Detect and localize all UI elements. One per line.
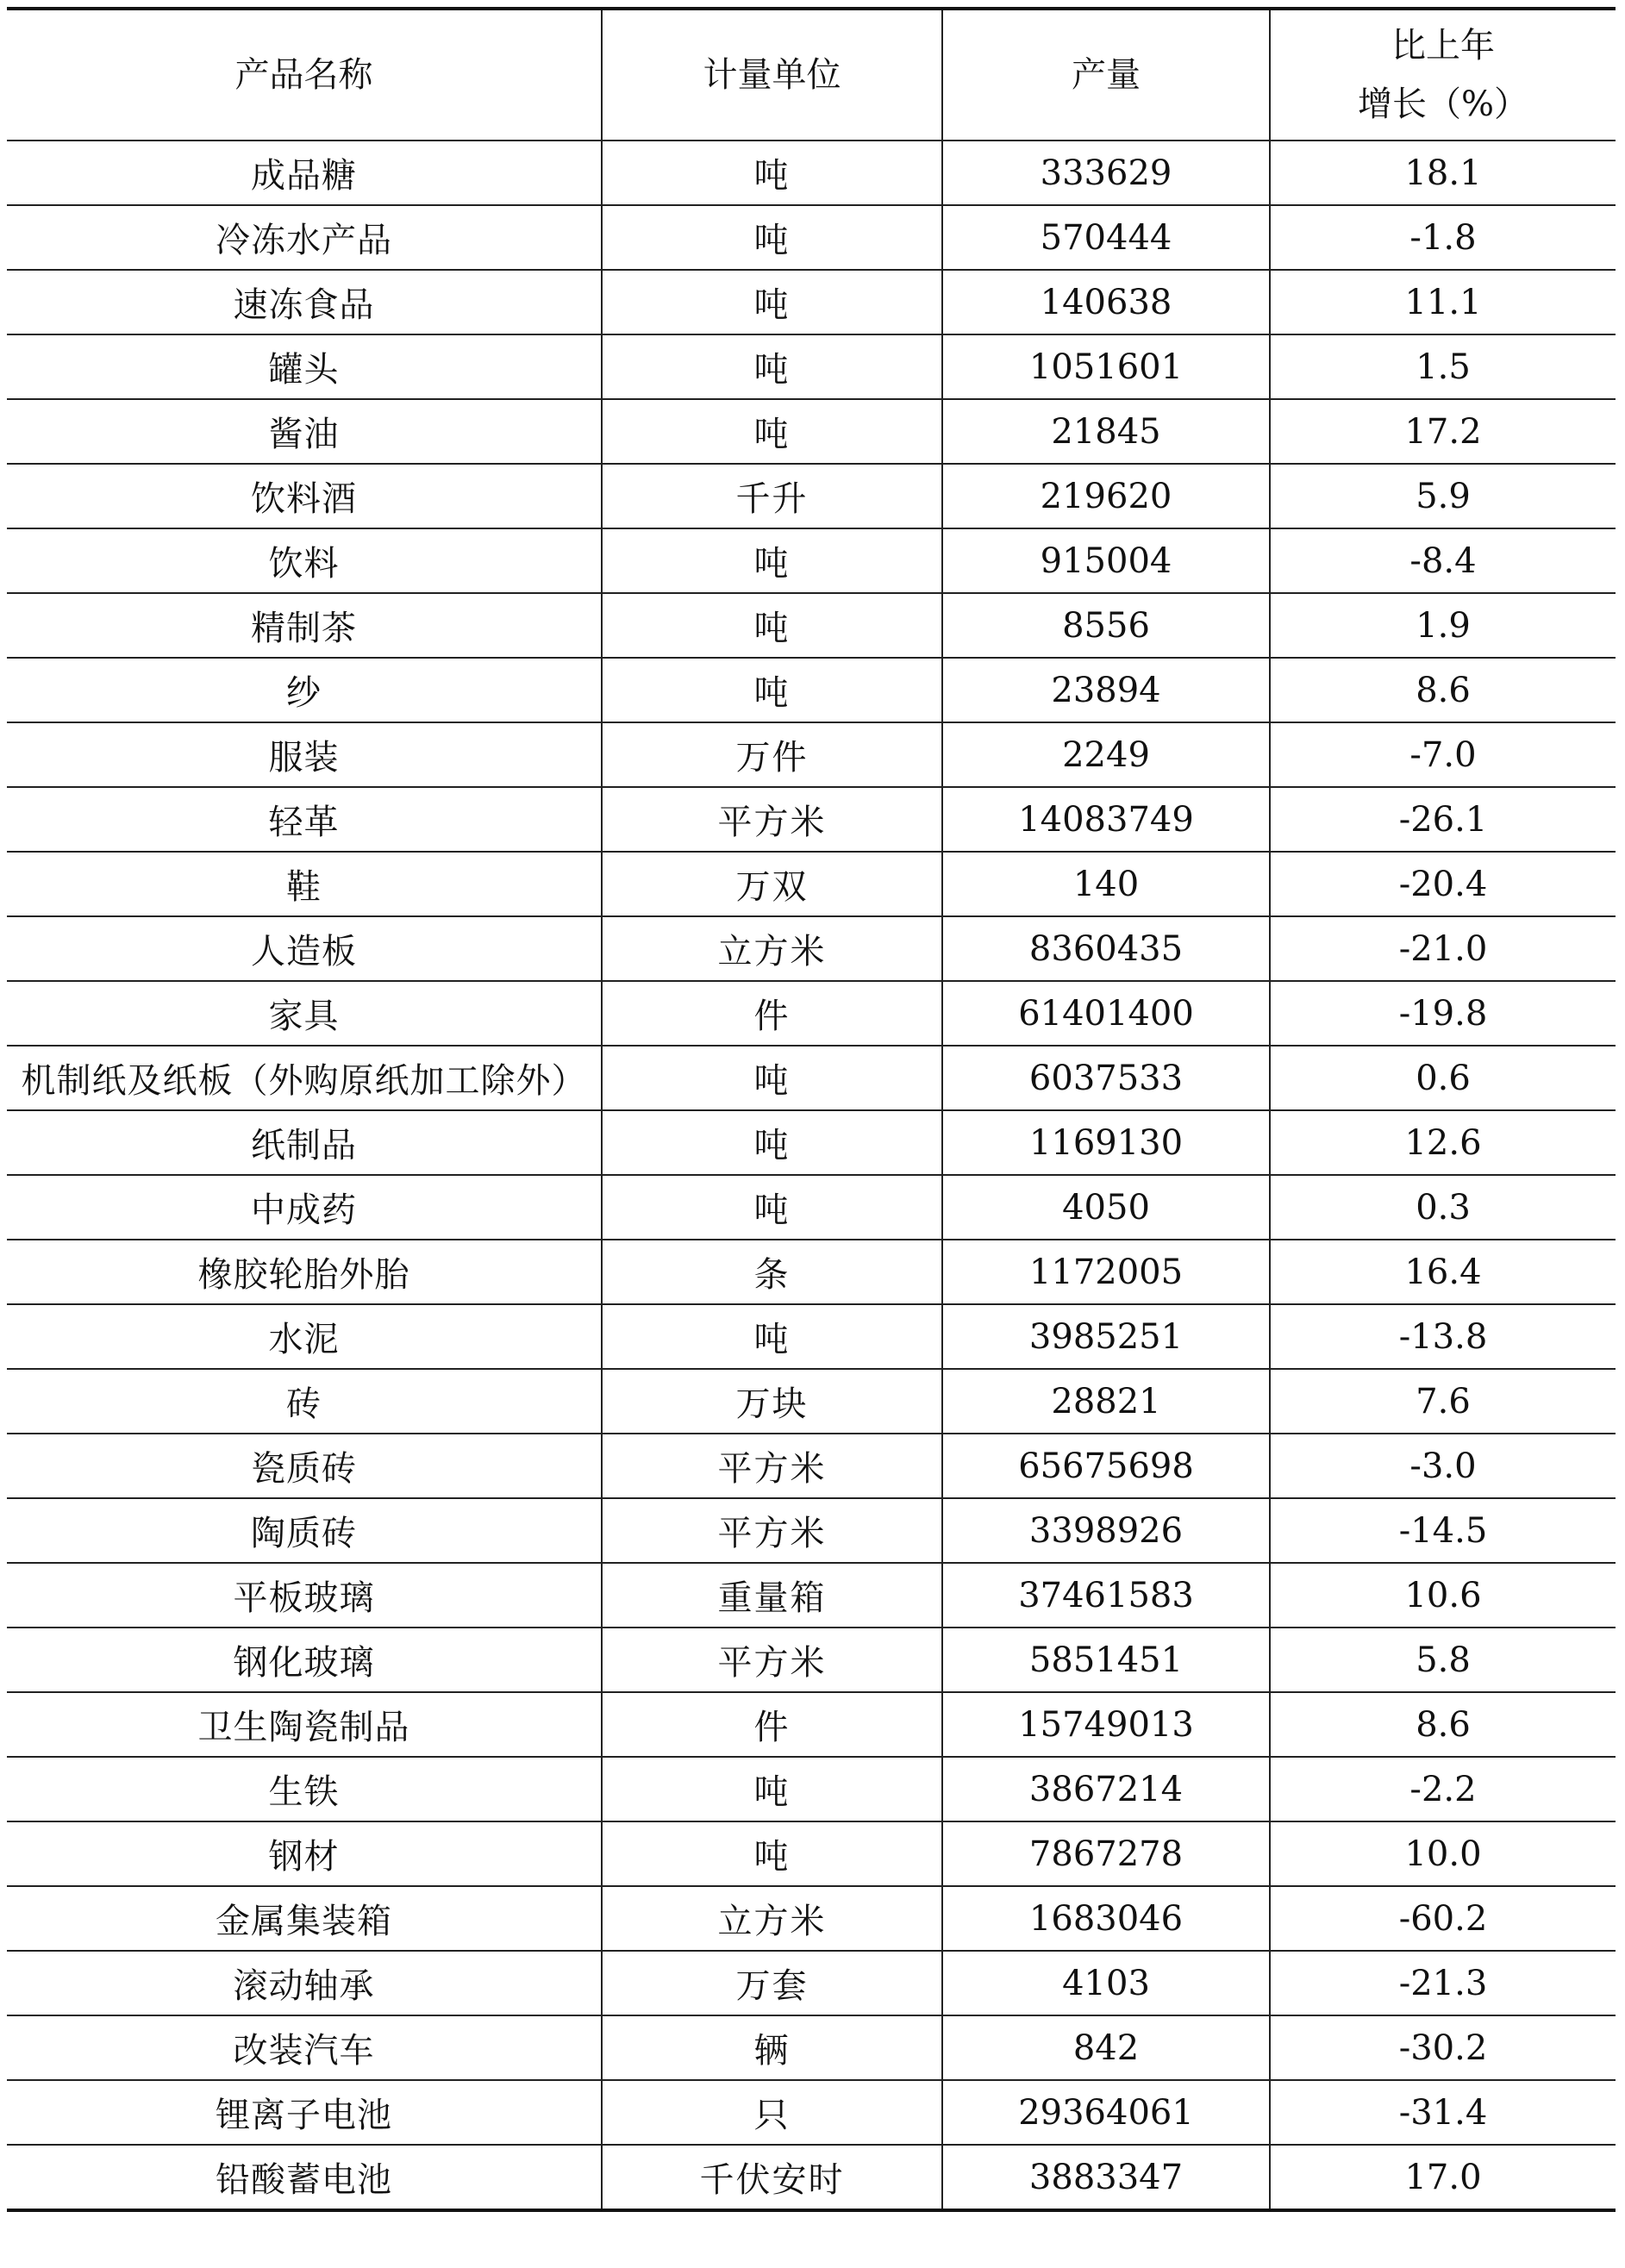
product-name-cell: 金属集装箱 xyxy=(7,1886,602,1951)
growth-cell: -14.5 xyxy=(1270,1498,1616,1563)
unit-cell: 千伏安时 xyxy=(602,2145,942,2210)
output-cell: 28821 xyxy=(942,1369,1270,1434)
output-cell: 140638 xyxy=(942,270,1270,334)
growth-cell: 8.6 xyxy=(1270,1692,1616,1757)
table-row xyxy=(7,1240,1616,1304)
unit-cell: 吨 xyxy=(602,593,942,658)
growth-cell: 16.4 xyxy=(1270,1240,1616,1304)
growth-cell: 12.6 xyxy=(1270,1110,1616,1175)
table-row xyxy=(7,1369,1616,1434)
product-name-cell: 钢材 xyxy=(7,1821,602,1886)
product-name-cell: 酱油 xyxy=(7,399,602,464)
product-name-cell: 罐头 xyxy=(7,334,602,399)
output-cell: 5851451 xyxy=(942,1628,1270,1692)
unit-cell: 千升 xyxy=(602,464,942,528)
growth-cell: -60.2 xyxy=(1270,1886,1616,1951)
unit-cell: 万件 xyxy=(602,722,942,787)
unit-cell: 吨 xyxy=(602,334,942,399)
growth-cell: -3.0 xyxy=(1270,1434,1616,1498)
unit-cell: 万双 xyxy=(602,852,942,916)
header-output: 产量 xyxy=(942,9,1270,141)
unit-cell: 吨 xyxy=(602,528,942,593)
table-row xyxy=(7,852,1616,916)
table-row xyxy=(7,270,1616,334)
growth-cell: 8.6 xyxy=(1270,658,1616,722)
product-name-cell: 轻革 xyxy=(7,787,602,852)
header-growth xyxy=(1270,9,1616,141)
product-name-cell: 橡胶轮胎外胎 xyxy=(7,1240,602,1304)
product-name-cell: 滚动轴承 xyxy=(7,1951,602,2015)
growth-cell: -13.8 xyxy=(1270,1304,1616,1369)
product-name-cell: 机制纸及纸板（外购原纸加工除外） xyxy=(7,1046,602,1110)
table-row xyxy=(7,399,1616,464)
table-row xyxy=(7,205,1616,270)
table-row xyxy=(7,2080,1616,2145)
growth-cell: -26.1 xyxy=(1270,787,1616,852)
table-row xyxy=(7,1951,1616,2015)
product-name-cell: 人造板 xyxy=(7,916,602,981)
product-name-cell: 锂离子电池 xyxy=(7,2080,602,2145)
unit-cell: 吨 xyxy=(602,1046,942,1110)
output-cell: 8556 xyxy=(942,593,1270,658)
table-row xyxy=(7,1886,1616,1951)
table-row xyxy=(7,528,1616,593)
table-row xyxy=(7,1110,1616,1175)
product-name-cell: 砖 xyxy=(7,1369,602,1434)
product-name-cell: 纱 xyxy=(7,658,602,722)
output-cell: 6037533 xyxy=(942,1046,1270,1110)
product-name-cell: 冷冻水产品 xyxy=(7,205,602,270)
output-cell: 8360435 xyxy=(942,916,1270,981)
output-cell: 219620 xyxy=(942,464,1270,528)
header-row xyxy=(7,9,1616,141)
table-row xyxy=(7,722,1616,787)
output-cell: 29364061 xyxy=(942,2080,1270,2145)
growth-cell: -2.2 xyxy=(1270,1757,1616,1821)
growth-cell: 0.3 xyxy=(1270,1175,1616,1240)
output-cell: 7867278 xyxy=(942,1821,1270,1886)
growth-cell: 18.1 xyxy=(1270,141,1616,205)
growth-cell: 5.8 xyxy=(1270,1628,1616,1692)
unit-cell: 件 xyxy=(602,1692,942,1757)
table-row xyxy=(7,141,1616,205)
unit-cell: 吨 xyxy=(602,1110,942,1175)
header-growth-line2: 增长（%） xyxy=(1357,84,1528,124)
output-cell: 4103 xyxy=(942,1951,1270,2015)
table-row xyxy=(7,1821,1616,1886)
output-cell: 842 xyxy=(942,2015,1270,2080)
unit-cell: 平方米 xyxy=(602,1628,942,1692)
output-cell: 3883347 xyxy=(942,2145,1270,2210)
unit-cell: 吨 xyxy=(602,658,942,722)
growth-cell: 1.9 xyxy=(1270,593,1616,658)
unit-cell: 条 xyxy=(602,1240,942,1304)
unit-cell: 吨 xyxy=(602,1757,942,1821)
table-row xyxy=(7,1046,1616,1110)
table-body xyxy=(7,141,1616,2210)
growth-cell: 17.2 xyxy=(1270,399,1616,464)
product-name-cell: 平板玻璃 xyxy=(7,1563,602,1628)
table-header xyxy=(7,9,1616,141)
table-row xyxy=(7,1175,1616,1240)
output-cell: 15749013 xyxy=(942,1692,1270,1757)
production-table-container xyxy=(7,7,1616,2212)
output-cell: 1172005 xyxy=(942,1240,1270,1304)
product-name-cell: 服装 xyxy=(7,722,602,787)
unit-cell: 辆 xyxy=(602,2015,942,2080)
unit-cell: 件 xyxy=(602,981,942,1046)
output-cell: 21845 xyxy=(942,399,1270,464)
header-growth-line1: 比上年 xyxy=(1391,26,1495,66)
unit-cell: 立方米 xyxy=(602,916,942,981)
table-row xyxy=(7,1628,1616,1692)
table-row xyxy=(7,658,1616,722)
growth-cell: -1.8 xyxy=(1270,205,1616,270)
table-row xyxy=(7,334,1616,399)
table-row xyxy=(7,464,1616,528)
growth-cell: -20.4 xyxy=(1270,852,1616,916)
unit-cell: 立方米 xyxy=(602,1886,942,1951)
growth-cell: 1.5 xyxy=(1270,334,1616,399)
product-name-cell: 生铁 xyxy=(7,1757,602,1821)
growth-cell: -30.2 xyxy=(1270,2015,1616,2080)
table-row xyxy=(7,1692,1616,1757)
output-cell: 570444 xyxy=(942,205,1270,270)
header-unit: 计量单位 xyxy=(602,9,942,141)
table-row xyxy=(7,1434,1616,1498)
output-cell: 140 xyxy=(942,852,1270,916)
output-cell: 3398926 xyxy=(942,1498,1270,1563)
unit-cell: 吨 xyxy=(602,141,942,205)
growth-cell: -31.4 xyxy=(1270,2080,1616,2145)
growth-cell: 10.6 xyxy=(1270,1563,1616,1628)
product-name-cell: 成品糖 xyxy=(7,141,602,205)
table-row xyxy=(7,593,1616,658)
product-name-cell: 水泥 xyxy=(7,1304,602,1369)
output-cell: 61401400 xyxy=(942,981,1270,1046)
output-cell: 23894 xyxy=(942,658,1270,722)
growth-cell: 17.0 xyxy=(1270,2145,1616,2210)
product-name-cell: 改装汽车 xyxy=(7,2015,602,2080)
table-row xyxy=(7,787,1616,852)
output-cell: 333629 xyxy=(942,141,1270,205)
unit-cell: 平方米 xyxy=(602,787,942,852)
product-name-cell: 饮料酒 xyxy=(7,464,602,528)
output-cell: 1169130 xyxy=(942,1110,1270,1175)
table-row xyxy=(7,2015,1616,2080)
output-cell: 4050 xyxy=(942,1175,1270,1240)
growth-cell: -8.4 xyxy=(1270,528,1616,593)
product-name-cell: 精制茶 xyxy=(7,593,602,658)
growth-cell: 11.1 xyxy=(1270,270,1616,334)
table-row xyxy=(7,1563,1616,1628)
output-cell: 37461583 xyxy=(942,1563,1270,1628)
table-row xyxy=(7,1757,1616,1821)
unit-cell: 吨 xyxy=(602,205,942,270)
unit-cell: 吨 xyxy=(602,1821,942,1886)
table-row xyxy=(7,916,1616,981)
product-name-cell: 家具 xyxy=(7,981,602,1046)
growth-cell: -7.0 xyxy=(1270,722,1616,787)
unit-cell: 吨 xyxy=(602,1175,942,1240)
product-name-cell: 卫生陶瓷制品 xyxy=(7,1692,602,1757)
growth-cell: 10.0 xyxy=(1270,1821,1616,1886)
unit-cell: 万套 xyxy=(602,1951,942,2015)
production-table xyxy=(7,7,1616,2212)
product-name-cell: 速冻食品 xyxy=(7,270,602,334)
output-cell: 2249 xyxy=(942,722,1270,787)
product-name-cell: 瓷质砖 xyxy=(7,1434,602,1498)
product-name-cell: 陶质砖 xyxy=(7,1498,602,1563)
product-name-cell: 鞋 xyxy=(7,852,602,916)
unit-cell: 万块 xyxy=(602,1369,942,1434)
unit-cell: 只 xyxy=(602,2080,942,2145)
product-name-cell: 铅酸蓄电池 xyxy=(7,2145,602,2210)
table-row xyxy=(7,1304,1616,1369)
table-row xyxy=(7,981,1616,1046)
growth-cell: 0.6 xyxy=(1270,1046,1616,1110)
output-cell: 3867214 xyxy=(942,1757,1270,1821)
unit-cell: 吨 xyxy=(602,1304,942,1369)
table-row xyxy=(7,1498,1616,1563)
unit-cell: 吨 xyxy=(602,399,942,464)
header-product-name: 产品名称 xyxy=(7,9,602,141)
unit-cell: 重量箱 xyxy=(602,1563,942,1628)
output-cell: 3985251 xyxy=(942,1304,1270,1369)
output-cell: 65675698 xyxy=(942,1434,1270,1498)
unit-cell: 平方米 xyxy=(602,1434,942,1498)
product-name-cell: 纸制品 xyxy=(7,1110,602,1175)
output-cell: 1683046 xyxy=(942,1886,1270,1951)
growth-cell: 7.6 xyxy=(1270,1369,1616,1434)
product-name-cell: 钢化玻璃 xyxy=(7,1628,602,1692)
growth-cell: 5.9 xyxy=(1270,464,1616,528)
growth-cell: -21.0 xyxy=(1270,916,1616,981)
output-cell: 915004 xyxy=(942,528,1270,593)
output-cell: 14083749 xyxy=(942,787,1270,852)
unit-cell: 平方米 xyxy=(602,1498,942,1563)
product-name-cell: 中成药 xyxy=(7,1175,602,1240)
growth-cell: -19.8 xyxy=(1270,981,1616,1046)
output-cell: 1051601 xyxy=(942,334,1270,399)
table-row xyxy=(7,2145,1616,2210)
growth-cell: -21.3 xyxy=(1270,1951,1616,2015)
unit-cell: 吨 xyxy=(602,270,942,334)
product-name-cell: 饮料 xyxy=(7,528,602,593)
